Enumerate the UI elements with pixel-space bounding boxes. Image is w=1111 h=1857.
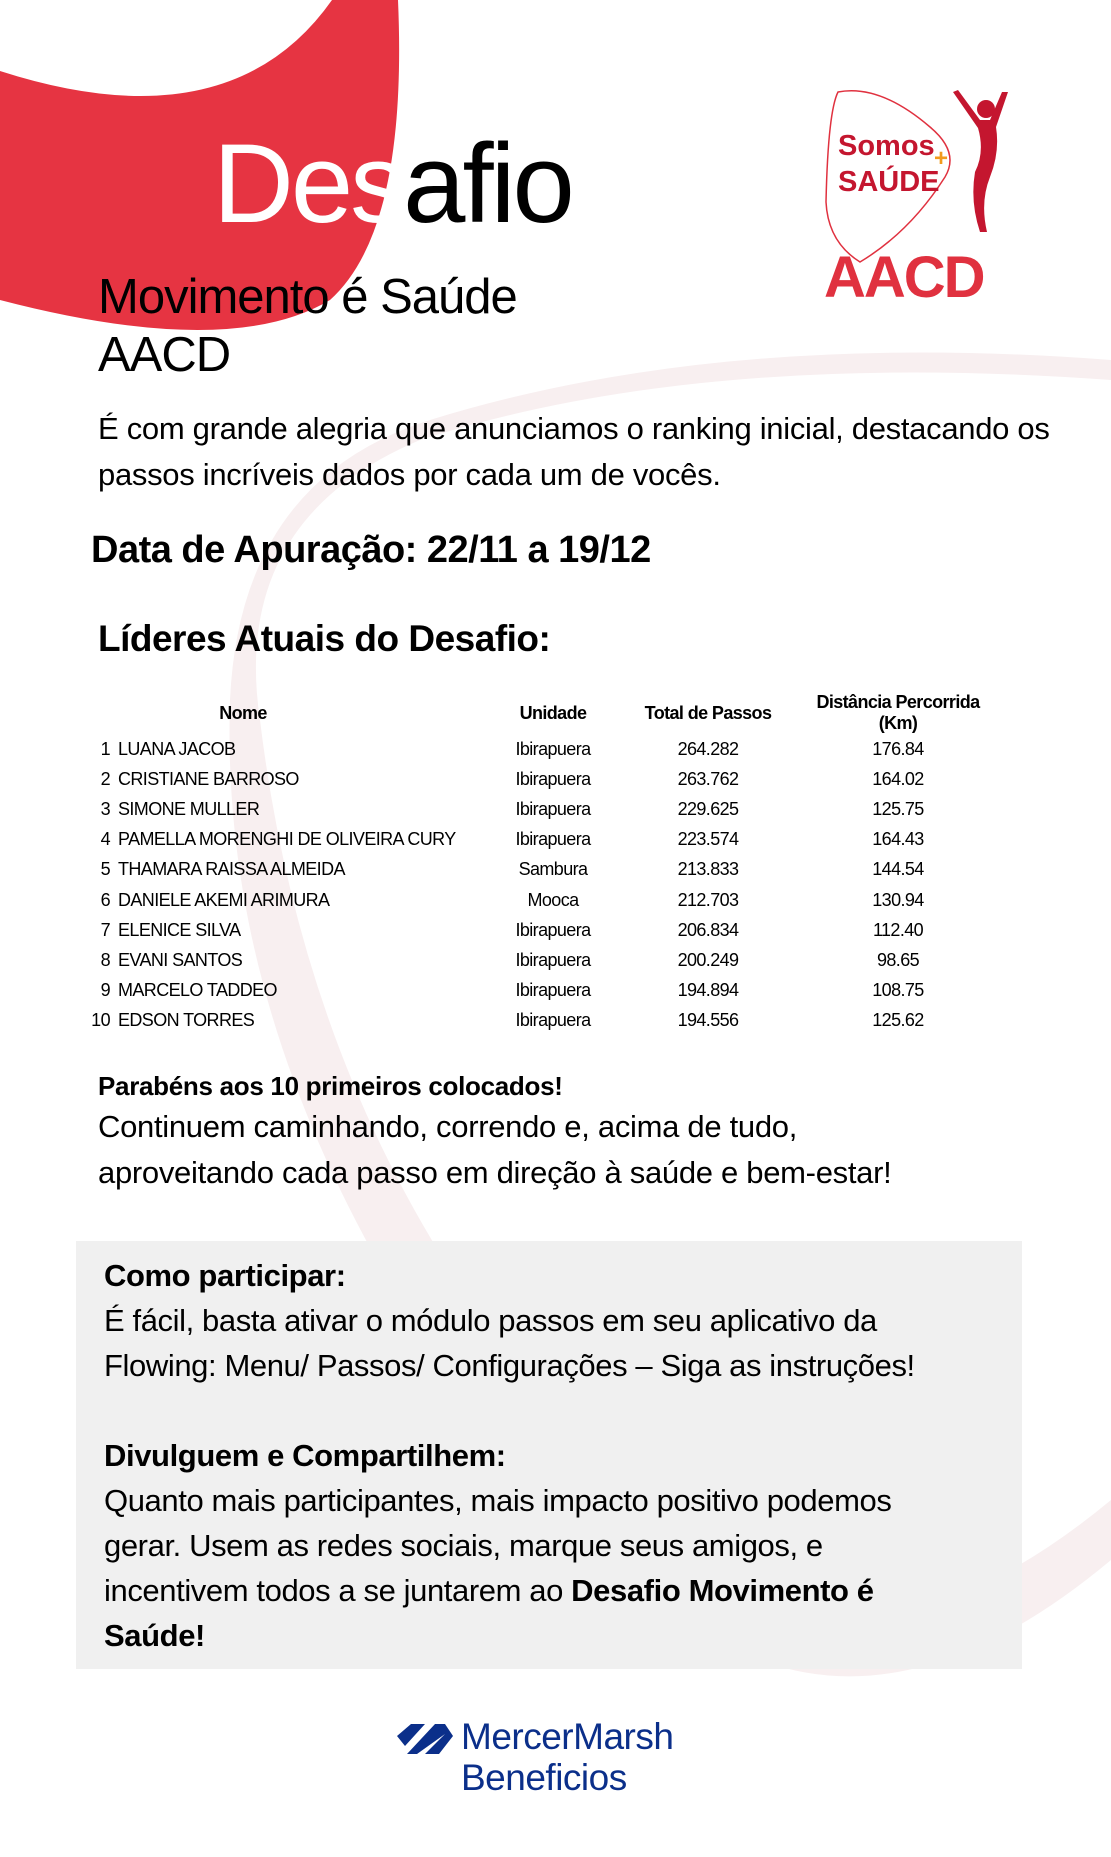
unit-cell: Ibirapuera [515,768,591,789]
rank-header [88,692,118,734]
distance-cell: 144.54 [872,859,924,880]
steps-cell: 212.703 [677,889,739,910]
unit-cell: Ibirapuera [515,980,591,1001]
table-row [88,915,998,945]
rank-cell: 6 [100,889,110,910]
unit-cell: Ibirapuera [515,829,591,850]
name-cell: DANIELE AKEMI ARIMURA [118,889,330,910]
mercer-marsh-line-2: Beneficios [461,1757,627,1798]
distance-header: Distância Percorrida (Km) [816,692,980,733]
unit-cell: Ibirapuera [515,949,591,970]
continue-line-2: aproveitando cada passo em direção à saúde e bem-estar! [98,1155,892,1190]
info-box [76,1241,1022,1669]
leaders-heading: Líderes Atuais do Desafio: [98,618,551,659]
rank-cell: 2 [100,768,110,789]
table-row [88,825,998,855]
distance-cell: 164.43 [872,829,924,850]
rank-cell: 1 [100,738,110,759]
share-line-3 [104,1568,1014,1613]
mercer-marsh-line-1: MercerMarsh [461,1716,674,1757]
distance-cell: 176.84 [872,738,924,759]
distance-cell: 125.75 [872,798,924,819]
share-heading: Divulguem e Compartilhem: [104,1438,506,1473]
logo-somos: Somos [838,130,935,162]
distance-cell: 98.65 [876,949,920,970]
distance-cell: 108.75 [872,980,924,1001]
how-to-line-1: É fácil, basta ativar o módulo passos em seu aplicativo da [104,1303,877,1338]
table-row [88,976,998,1006]
steps-cell: 194.556 [677,1010,739,1031]
logo-saude: SAÚDE [838,166,940,198]
mercer-marsh-mark-icon [397,1722,453,1756]
table-header-row [88,692,998,734]
steps-header: Total de Passos [644,702,772,723]
how-to-heading: Como participar: [104,1258,346,1293]
name-cell: ELENICE SILVA [118,919,241,940]
logo-aacd: AACD [824,245,984,310]
table-row [88,945,998,975]
continue-line-1: Continuem caminhando, correndo e, acima de tudo, [98,1109,798,1144]
steps-cell: 200.249 [677,949,739,970]
congrats-text: Parabéns aos 10 primeiros colocados! [98,1071,563,1101]
person-figure-icon [953,90,1008,232]
distance-cell: 125.62 [872,1010,924,1031]
steps-cell: 213.833 [677,859,739,880]
distance-cell: 164.02 [872,768,924,789]
table-row [88,794,998,824]
rank-cell: 8 [100,949,110,970]
title-black-part: afio [403,121,572,246]
name-cell: MARCELO TADDEO [118,980,277,1001]
name-cell: EDSON TORRES [118,1010,255,1031]
share-line-2: gerar. Usem as redes sociais, marque seus amigos, e [104,1528,823,1563]
share-line-3-plain: incentivem todos a se juntarem ao [104,1573,572,1608]
unit-cell: Ibirapuera [515,1010,591,1031]
unit-header: Unidade [519,702,587,723]
subtitle-line-2: AACD [98,328,231,382]
intro-paragraph: É com grande alegria que anunciamos o ranking inicial, destacando os passos incríveis dados por cada um de vocês. [98,411,1050,492]
rank-cell: 4 [100,829,110,850]
logo-plus: + [934,145,949,172]
name-cell: CRISTIANE BARROSO [118,768,299,789]
unit-cell: Mooca [527,889,579,910]
ranking-table [88,692,998,1036]
unit-cell: Ibirapuera [515,798,591,819]
table-row [88,885,998,915]
how-to-line-2: Flowing: Menu/ Passos/ Configurações – Siga as instruções! [104,1348,915,1383]
page-title [213,121,572,246]
unit-cell: Ibirapuera [515,919,591,940]
continue-text [98,1104,891,1196]
table-row [88,1006,998,1036]
name-cell: LUANA JACOB [118,738,236,759]
name-cell: THAMARA RAISSA ALMEIDA [118,859,345,880]
steps-cell: 229.625 [677,798,739,819]
distance-cell: 112.40 [872,919,924,940]
steps-cell: 264.282 [677,738,739,759]
name-header: Nome [219,702,267,723]
aacd-somos-saude-logo [820,82,1020,317]
rank-cell: 3 [100,798,110,819]
name-cell: PAMELLA MORENGHI DE OLIVEIRA CURY [118,829,456,850]
steps-cell: 206.834 [677,919,739,940]
rank-cell: 9 [100,980,110,1001]
title-white-part: Des [213,121,404,246]
rank-cell: 10 [91,1010,110,1031]
steps-cell: 223.574 [677,829,739,850]
table-row [88,855,998,885]
unit-cell: Sambura [518,859,588,880]
name-cell: EVANI SANTOS [118,949,243,970]
distance-cell: 130.94 [872,889,924,910]
unit-cell: Ibirapuera [515,738,591,759]
steps-cell: 263.762 [677,768,739,789]
name-cell: SIMONE MULLER [118,798,260,819]
page-subtitle [98,268,517,384]
share-line-4: Saúde! [104,1618,205,1653]
table-row [88,734,998,764]
share-line-1: Quanto mais participantes, mais impacto positivo podemos [104,1483,892,1518]
table-row [88,764,998,794]
rank-cell: 5 [100,859,110,880]
subtitle-line-1: Movimento é Saúde [98,270,517,324]
share-line-3-bold: Desafio Movimento é [571,1573,874,1608]
rank-cell: 7 [100,919,110,940]
steps-cell: 194.894 [677,980,739,1001]
date-range: Data de Apuração: 22/11 a 19/12 [91,529,651,571]
